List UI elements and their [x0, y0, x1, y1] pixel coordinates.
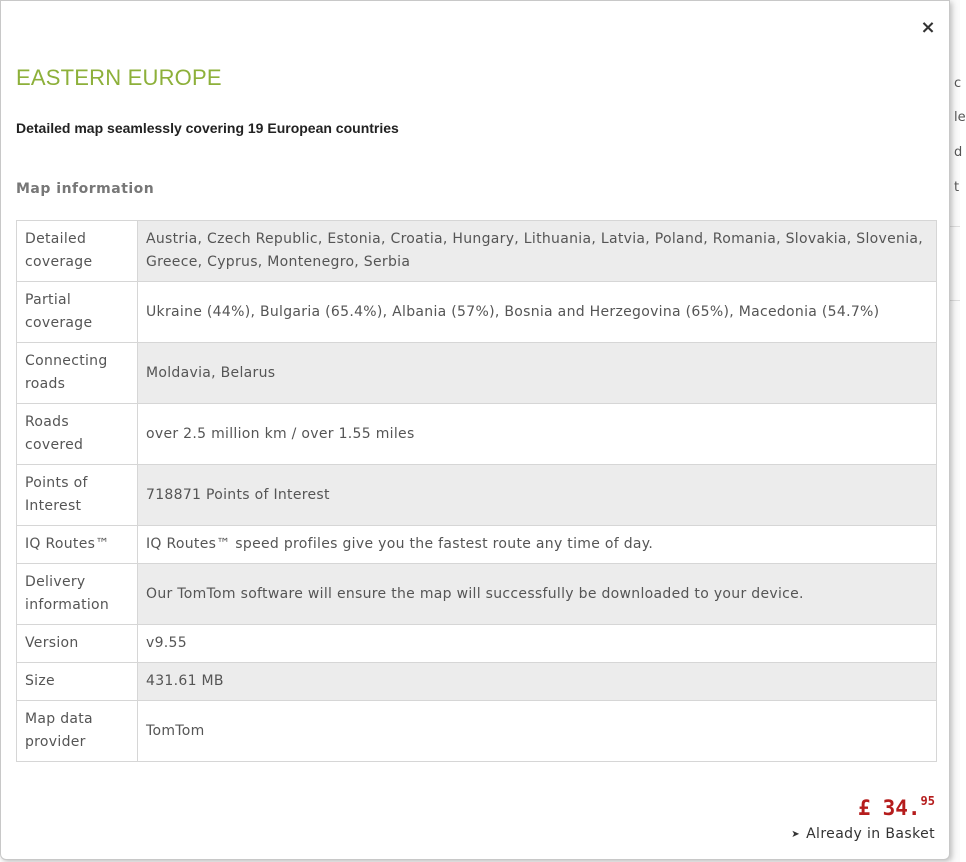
already-in-basket-link[interactable]	[791, 826, 935, 842]
dialog-subtitle: Detailed map seamlessly covering 19 European countries	[16, 120, 399, 136]
row-label: Version	[17, 625, 138, 663]
section-heading-map-information: Map information	[16, 181, 155, 197]
close-icon[interactable]: ×	[920, 17, 936, 38]
row-value: Ukraine (44%), Bulgaria (65.4%), Albania (57%), Bosnia and Herzegovina (65%), Macedonia (54.7%)	[138, 282, 937, 343]
arrow-right-icon: ➤	[791, 829, 801, 840]
table-row	[17, 564, 937, 625]
price-whole: 34.	[882, 796, 921, 820]
table-row	[17, 625, 937, 663]
table-row	[17, 526, 937, 564]
row-label: Roads covered	[17, 404, 138, 465]
background-text-fragment: c	[954, 76, 962, 91]
table-row	[17, 343, 937, 404]
background-text-fragment: t	[954, 180, 960, 195]
row-label: Detailed coverage	[17, 221, 138, 282]
row-value: Austria, Czech Republic, Estonia, Croatia, Hungary, Lithuania, Latvia, Poland, Romania, Slovakia, Slovenia, Greece, Cyprus, Montenegro, Serbia	[138, 221, 937, 282]
row-value: Our TomTom software will ensure the map will successfully be downloaded to your device.	[138, 564, 937, 625]
table-row	[17, 282, 937, 343]
row-value: over 2.5 million km / over 1.55 miles	[138, 404, 937, 465]
row-label: IQ Routes™	[17, 526, 138, 564]
table-row	[17, 221, 937, 282]
row-value: v9.55	[138, 625, 937, 663]
price-display	[858, 796, 935, 820]
row-label: Points of Interest	[17, 465, 138, 526]
dialog-title: EASTERN EUROPE	[16, 65, 222, 90]
table-row	[17, 663, 937, 701]
currency-symbol: £	[857, 796, 871, 820]
table-row	[17, 701, 937, 762]
background-divider	[950, 226, 960, 227]
background-page	[950, 0, 966, 862]
map-info-table	[16, 220, 937, 762]
table-row	[17, 404, 937, 465]
row-label: Delivery information	[17, 564, 138, 625]
background-text-fragment: le	[954, 110, 966, 125]
row-value: 431.61 MB	[138, 663, 937, 701]
row-label: Partial coverage	[17, 282, 138, 343]
row-label: Size	[17, 663, 138, 701]
row-value: TomTom	[138, 701, 937, 762]
row-label: Map data provider	[17, 701, 138, 762]
row-value: IQ Routes™ speed profiles give you the fastest route any time of day.	[138, 526, 937, 564]
background-text-fragment: d	[954, 145, 963, 160]
row-value: Moldavia, Belarus	[138, 343, 937, 404]
background-divider	[950, 300, 960, 301]
table-row	[17, 465, 937, 526]
basket-status-label: Already in Basket	[806, 826, 935, 842]
row-value: 718871 Points of Interest	[138, 465, 937, 526]
row-label: Connecting roads	[17, 343, 138, 404]
price-fraction: 95	[920, 794, 935, 808]
